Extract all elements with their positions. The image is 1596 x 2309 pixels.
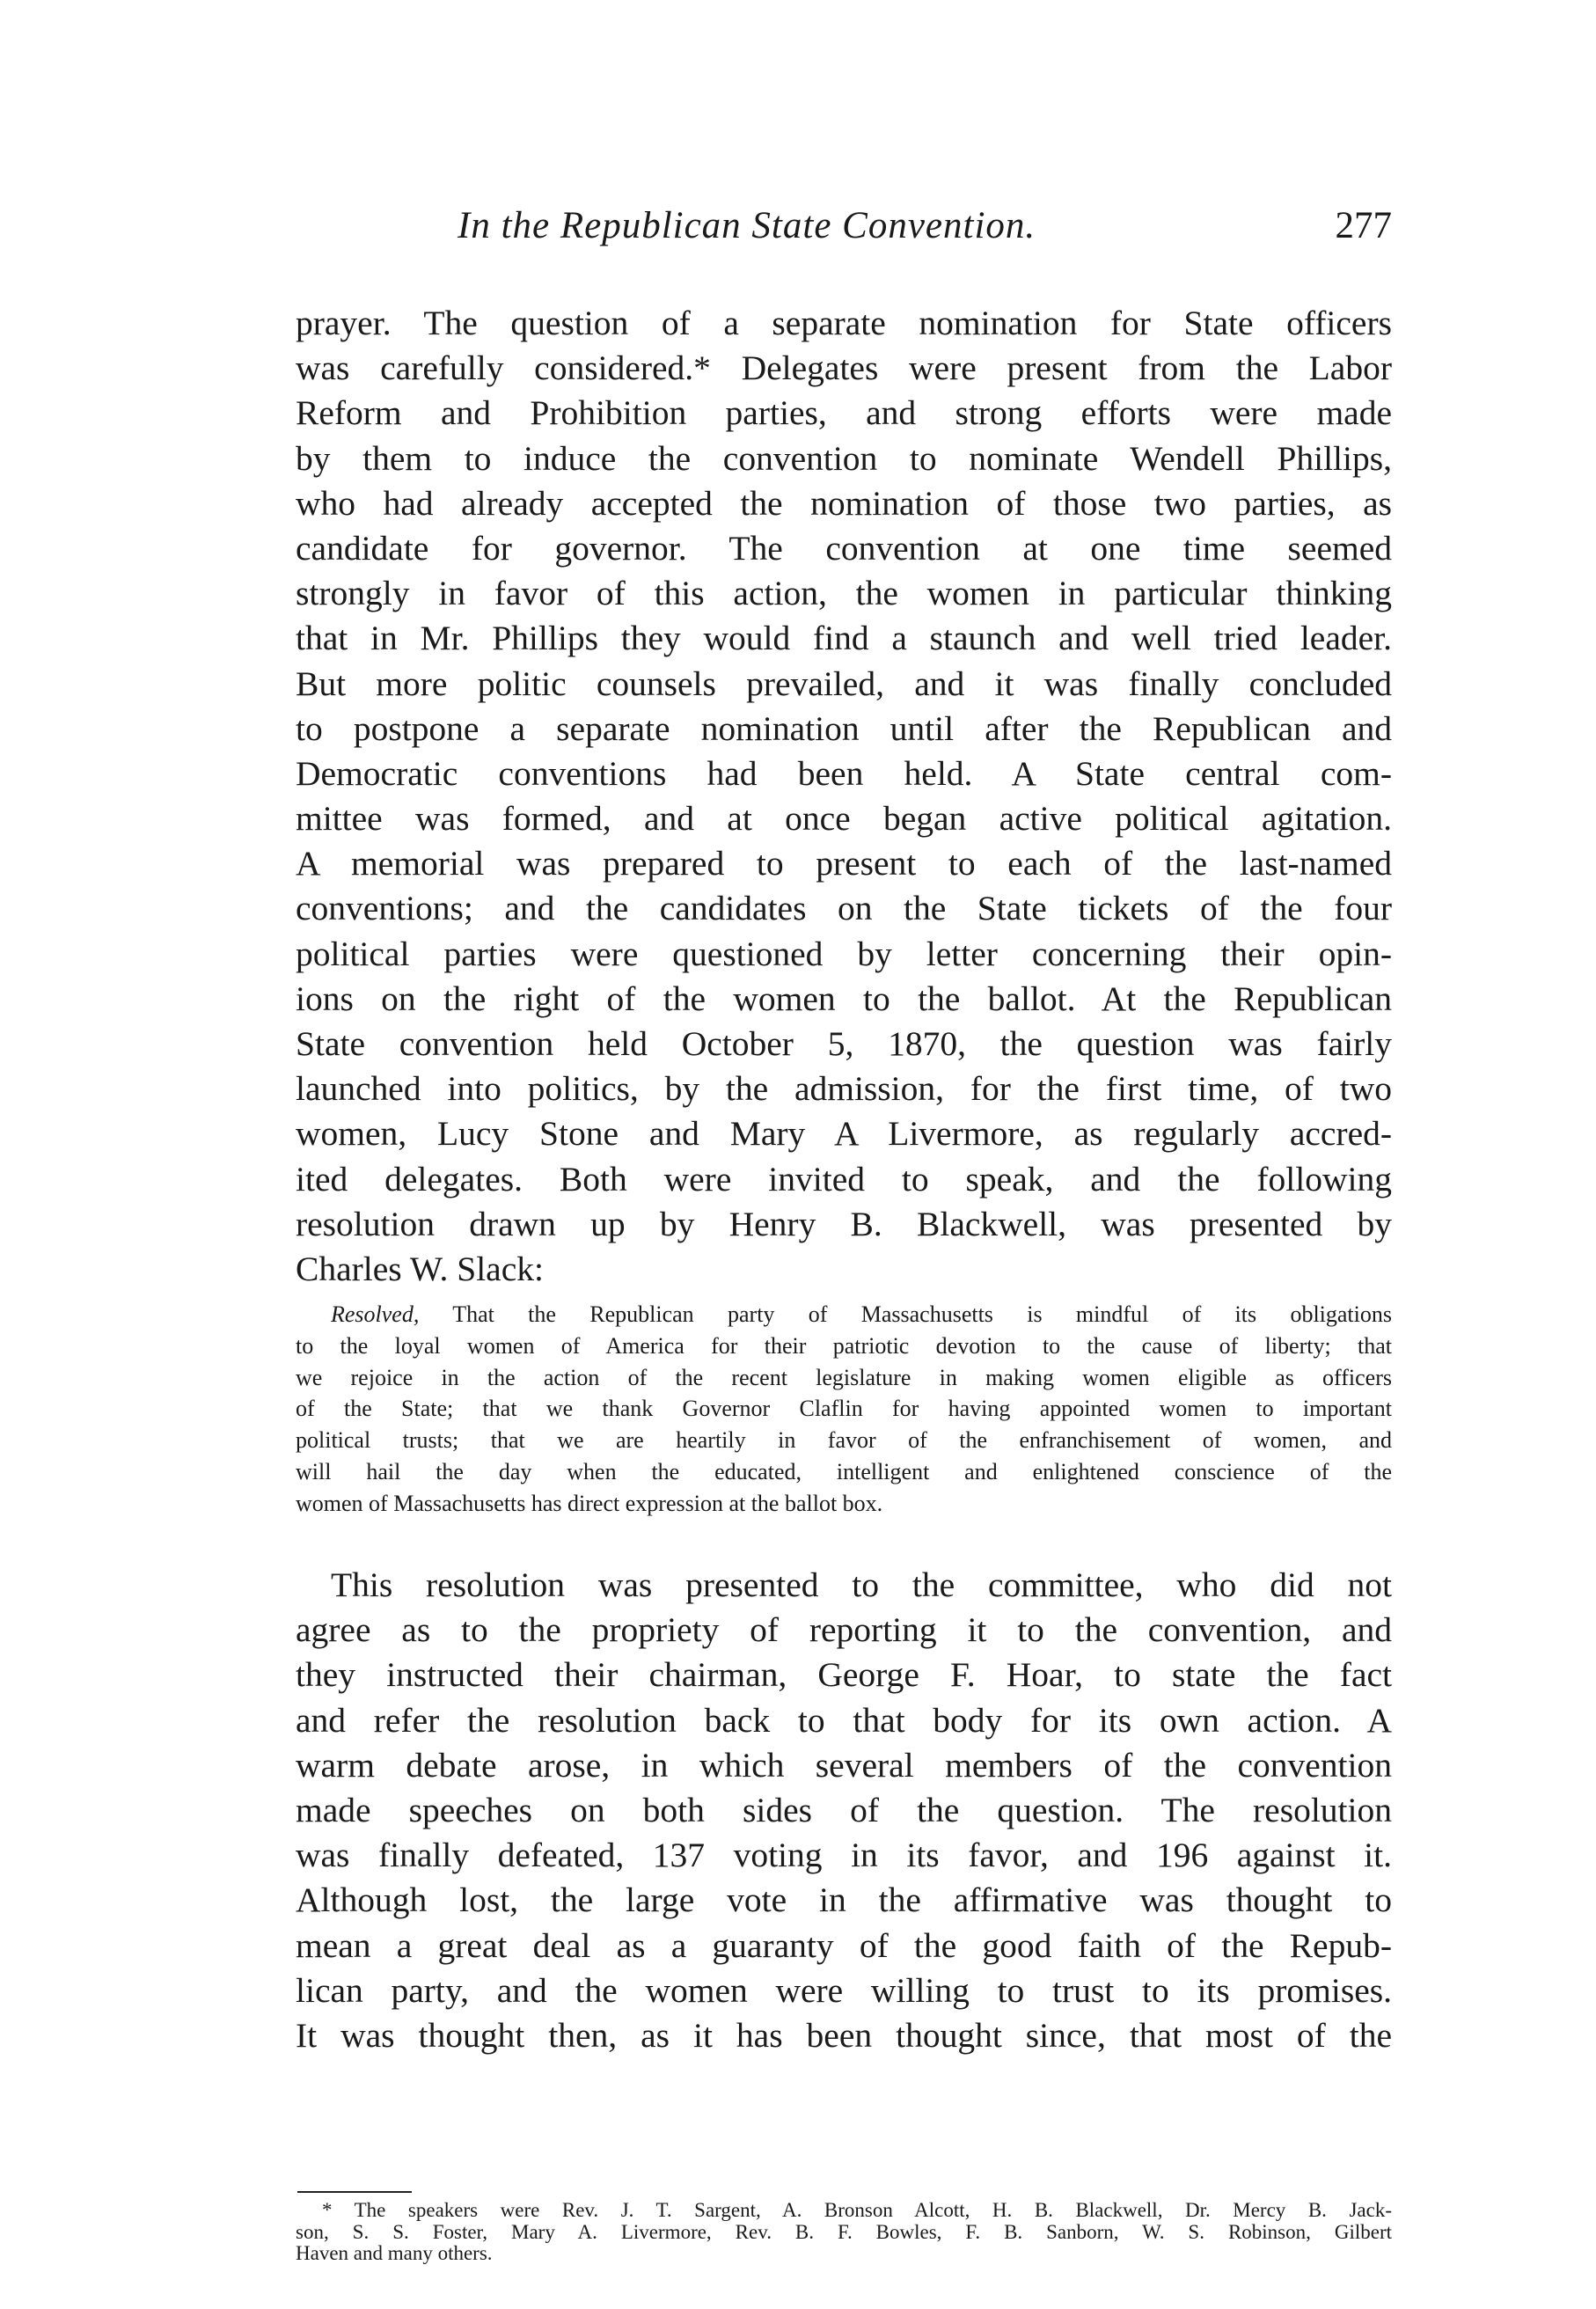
p1-line: A memorial was prepared to present to each of the last-named bbox=[296, 844, 1392, 883]
fn-line: son, S. S. Foster, Mary A. Livermore, Rev. B. F. Bowles, F. B. Sanborn, W. S. Robinson, Gilbert bbox=[296, 2220, 1392, 2243]
p1-line: Reform and Prohibition parties, and strong efforts were made bbox=[296, 393, 1392, 433]
resolved-label: Resolved, bbox=[331, 1301, 420, 1327]
p1-line: ions on the right of the women to the ballot. At the Republican bbox=[296, 979, 1392, 1018]
p1-line: who had already accepted the nomination of those two parties, as bbox=[296, 483, 1392, 523]
resolution-line bbox=[296, 1299, 1392, 1330]
res-line: of the State; that we thank Governor Claflin for having appointed women to important bbox=[296, 1396, 1392, 1422]
p1-line: State convention held October 5, 1870, the question was fairly bbox=[296, 1024, 1392, 1063]
p1-line: Charles W. Slack: bbox=[296, 1249, 544, 1288]
p1-line: candidate for governor. The convention at one time seemed bbox=[296, 528, 1392, 568]
resolution-first-line: That the Republican party of Massachusetts is mindful of its obligations bbox=[452, 1301, 1392, 1327]
p2-line: and refer the resolution back to that body for its own action. A bbox=[296, 1700, 1392, 1740]
p2-line: was finally defeated, 137 voting in its favor, and 196 against it. bbox=[296, 1836, 1392, 1875]
res-line: women of Massachusetts has direct expression at the ballot box. bbox=[296, 1490, 883, 1516]
p2-line: lican party, and the women were willing to trust to its promises. bbox=[296, 1970, 1392, 2010]
p2-line: Although lost, the large vote in the affirmative was thought to bbox=[296, 1880, 1392, 1920]
footnote bbox=[296, 2200, 1392, 2265]
res-line: to the loyal women of America for their patriotic devotion to the cause of liberty; that bbox=[296, 1332, 1392, 1359]
page-number: 277 bbox=[1335, 205, 1392, 246]
footnote-divider bbox=[297, 2191, 412, 2193]
fn-line: * The speakers were Rev. J. T. Sargent, A. Bronson Alcott, H. B. Blackwell, Dr. Mercy B. Jack- bbox=[322, 2199, 1392, 2221]
p1-line: conventions; and the candidates on the State tickets of the four bbox=[296, 889, 1392, 928]
p1-line: launched into politics, by the admission, for the first time, of two bbox=[296, 1069, 1392, 1109]
p1-line: women, Lucy Stone and Mary A Livermore, as regularly accred- bbox=[296, 1114, 1392, 1154]
p1-line: strongly in favor of this action, the women in particular thinking bbox=[296, 574, 1392, 613]
p1-line: resolution drawn up by Henry B. Blackwell, was presented by bbox=[296, 1204, 1392, 1243]
running-header bbox=[458, 204, 1392, 257]
p1-line: that in Mr. Phillips they would find a staunch and well tried leader. bbox=[296, 619, 1392, 658]
p1-line: to postpone a separate nomination until after the Republican and bbox=[296, 708, 1392, 748]
p1-line: ited delegates. Both were invited to speak, and the following bbox=[296, 1159, 1392, 1198]
p2-line: agree as to the propriety of reporting it to the convention, and bbox=[296, 1610, 1392, 1650]
p1-line: political parties were questioned by letter concerning their opin- bbox=[296, 934, 1392, 973]
res-line: political trusts; that we are heartily in favor of the enfranchisement of women, and bbox=[296, 1427, 1392, 1454]
p1-line: But more politic counsels prevailed, and it was finally concluded bbox=[296, 663, 1392, 703]
p1-line: by them to induce the convention to nominate Wendell Phillips, bbox=[296, 438, 1392, 478]
p1-line: was carefully considered.* Delegates were present from the Labor bbox=[296, 348, 1392, 388]
p2-line: mean a great deal as a guaranty of the good faith of the Repub- bbox=[296, 1925, 1392, 1965]
p1-line: mittee was formed, and at once began active political agitation. bbox=[296, 799, 1392, 839]
res-line: we rejoice in the action of the recent legislature in making women eligible as officers bbox=[296, 1364, 1392, 1390]
p1-line: Democratic conventions had been held. A State central com- bbox=[296, 753, 1392, 793]
p2-line: made speeches on both sides of the question. The resolution bbox=[296, 1790, 1392, 1829]
fn-line: Haven and many others. bbox=[296, 2242, 493, 2264]
res-line: will hail the day when the educated, intelligent and enlightened conscience of the bbox=[296, 1458, 1392, 1484]
running-title: In the Republican State Convention. bbox=[458, 205, 1036, 246]
p2-line: warm debate arose, in which several members of the convention bbox=[296, 1745, 1392, 1785]
p2-line: they instructed their chairman, George F. Hoar, to state the fact bbox=[296, 1655, 1392, 1695]
p2-line: This resolution was presented to the committee, who did not bbox=[331, 1565, 1392, 1604]
resolution-quote bbox=[296, 1299, 1392, 1520]
p2-line: It was thought then, as it has been thought since, that most of the bbox=[296, 2015, 1392, 2055]
paragraph-2 bbox=[296, 1563, 1392, 2058]
paragraph-1 bbox=[296, 301, 1392, 1292]
p1-line: prayer. The question of a separate nomination for State officers bbox=[296, 304, 1392, 342]
